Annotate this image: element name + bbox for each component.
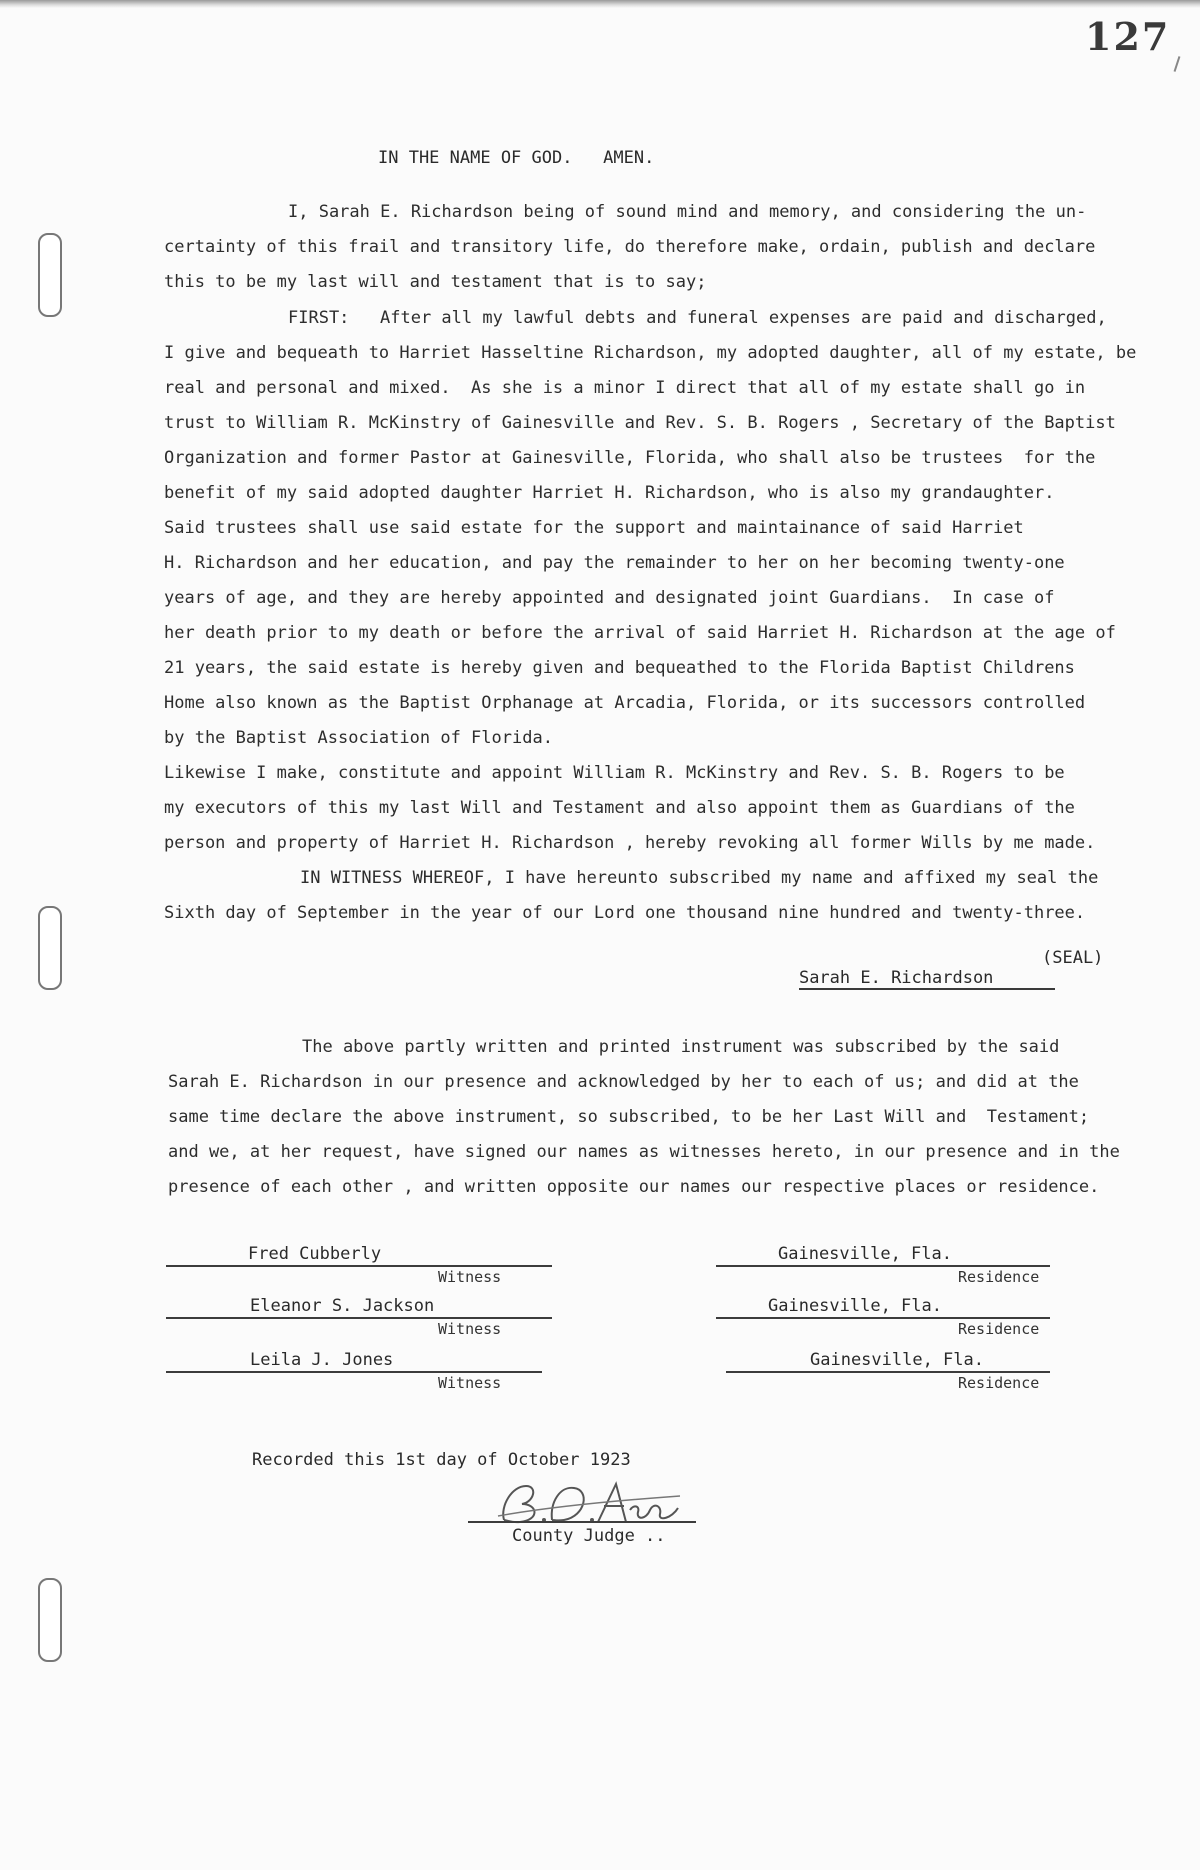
witness-signature-line bbox=[166, 1265, 552, 1267]
text-line: Home also known as the Baptist Orphanage at Arcadia, Florida, or its successors controlled bbox=[164, 693, 1086, 713]
text-line: Likewise I make, constitute and appoint William R. McKinstry and Rev. S. B. Rogers to be bbox=[164, 763, 1065, 783]
text-line: years of age, and they are hereby appointed and designated joint Guardians. In case of bbox=[164, 588, 1055, 608]
text-line: I, Sarah E. Richardson being of sound mind and memory, and considering the un- bbox=[288, 202, 1087, 222]
text-line: I give and bequeath to Harriet Hasseltine Richardson, my adopted daughter, all of my estate, be bbox=[164, 343, 1137, 363]
residence-value: Gainesville, Fla. bbox=[778, 1244, 952, 1264]
text-line: her death prior to my death or before the arrival of said Harriet H. Richardson at the age of bbox=[164, 623, 1116, 643]
binder-hole-top bbox=[38, 233, 62, 317]
residence-value: Gainesville, Fla. bbox=[768, 1296, 942, 1316]
witness-signature-line bbox=[166, 1317, 552, 1319]
seal-label: (SEAL) bbox=[1042, 948, 1104, 968]
binder-hole-bottom bbox=[38, 1578, 62, 1662]
text-line: IN WITNESS WHEREOF, I have hereunto subscribed my name and affixed my seal the bbox=[300, 868, 1099, 888]
text-line: The above partly written and printed instrument was subscribed by the said bbox=[302, 1037, 1060, 1057]
residence-value: Gainesville, Fla. bbox=[810, 1350, 984, 1370]
residence-label: Residence bbox=[958, 1374, 1040, 1392]
text-line: benefit of my said adopted daughter Harriet H. Richardson, who is also my grandaughter. bbox=[164, 483, 1055, 503]
testator-signature bbox=[758, 948, 1055, 1008]
residence-line bbox=[716, 1317, 1050, 1319]
judge-title: County Judge .. bbox=[512, 1526, 666, 1546]
text-line: my executors of this my last Will and Testament and also appoint them as Guardians of the bbox=[164, 798, 1075, 818]
residence-line bbox=[716, 1265, 1050, 1267]
page-number: 127 bbox=[1085, 14, 1171, 59]
witness-name: Eleanor S. Jackson bbox=[250, 1296, 435, 1316]
judge-signature-line bbox=[468, 1521, 696, 1523]
witness-label: Witness bbox=[438, 1320, 502, 1338]
witness-signature-line bbox=[166, 1371, 542, 1373]
witness-label: Witness bbox=[438, 1374, 502, 1392]
residence-label: Residence bbox=[958, 1320, 1040, 1338]
text-line: After all my lawful debts and funeral expenses are paid and discharged, bbox=[380, 308, 1107, 328]
text-line: H. Richardson and her education, and pay the remainder to her on her becoming twenty-one bbox=[164, 553, 1065, 573]
first-label: FIRST: bbox=[288, 308, 350, 328]
text-line: by the Baptist Association of Florida. bbox=[164, 728, 553, 748]
edge-tick-mark bbox=[1174, 56, 1181, 72]
text-line: presence of each other , and written opposite our names our respective places or residence. bbox=[168, 1177, 1100, 1197]
text-line: same time declare the above instrument, so subscribed, to be her Last Will and Testament; bbox=[168, 1107, 1090, 1127]
scan-top-edge bbox=[0, 0, 1200, 8]
text-line: certainty of this frail and transitory life, do therefore make, ordain, publish and declare bbox=[164, 237, 1096, 257]
text-line: Sarah E. Richardson in our presence and acknowledged by her to each of us; and did at the bbox=[168, 1072, 1079, 1092]
text-line: Said trustees shall use said estate for the support and maintainance of said Harriet bbox=[164, 518, 1024, 538]
recorded-note: Recorded this 1st day of October 1923 bbox=[252, 1450, 631, 1470]
testator-name: Sarah E. Richardson bbox=[798, 968, 994, 988]
text-line: Sixth day of September in the year of our Lord one thousand nine hundred and twenty-three. bbox=[164, 903, 1086, 923]
text-line: this to be my last will and testament that is to say; bbox=[164, 272, 707, 292]
residence-label: Residence bbox=[958, 1268, 1040, 1286]
text-line: real and personal and mixed. As she is a minor I direct that all of my estate shall go in bbox=[164, 378, 1086, 398]
text-line: trust to William R. McKinstry of Gainesville and Rev. S. B. Rogers , Secretary of the Baptist bbox=[164, 413, 1116, 433]
witness-name: Fred Cubberly bbox=[248, 1244, 382, 1264]
text-line: person and property of Harriet H. Richardson , hereby revoking all former Wills by me made. bbox=[164, 833, 1096, 853]
residence-line bbox=[726, 1371, 1050, 1373]
witness-label: Witness bbox=[438, 1268, 502, 1286]
judge-handwritten-signature bbox=[494, 1476, 684, 1532]
text-line: Organization and former Pastor at Gainesville, Florida, who shall also be trustees for the bbox=[164, 448, 1096, 468]
text-line: and we, at her request, have signed our names as witnesses hereto, in our presence and in the bbox=[168, 1142, 1120, 1162]
will-heading: IN THE NAME OF GOD. AMEN. bbox=[378, 148, 655, 168]
witness-name: Leila J. Jones bbox=[250, 1350, 394, 1370]
binder-hole-middle bbox=[38, 906, 62, 990]
text-line: 21 years, the said estate is hereby given and bequeathed to the Florida Baptist Childrens bbox=[164, 658, 1075, 678]
